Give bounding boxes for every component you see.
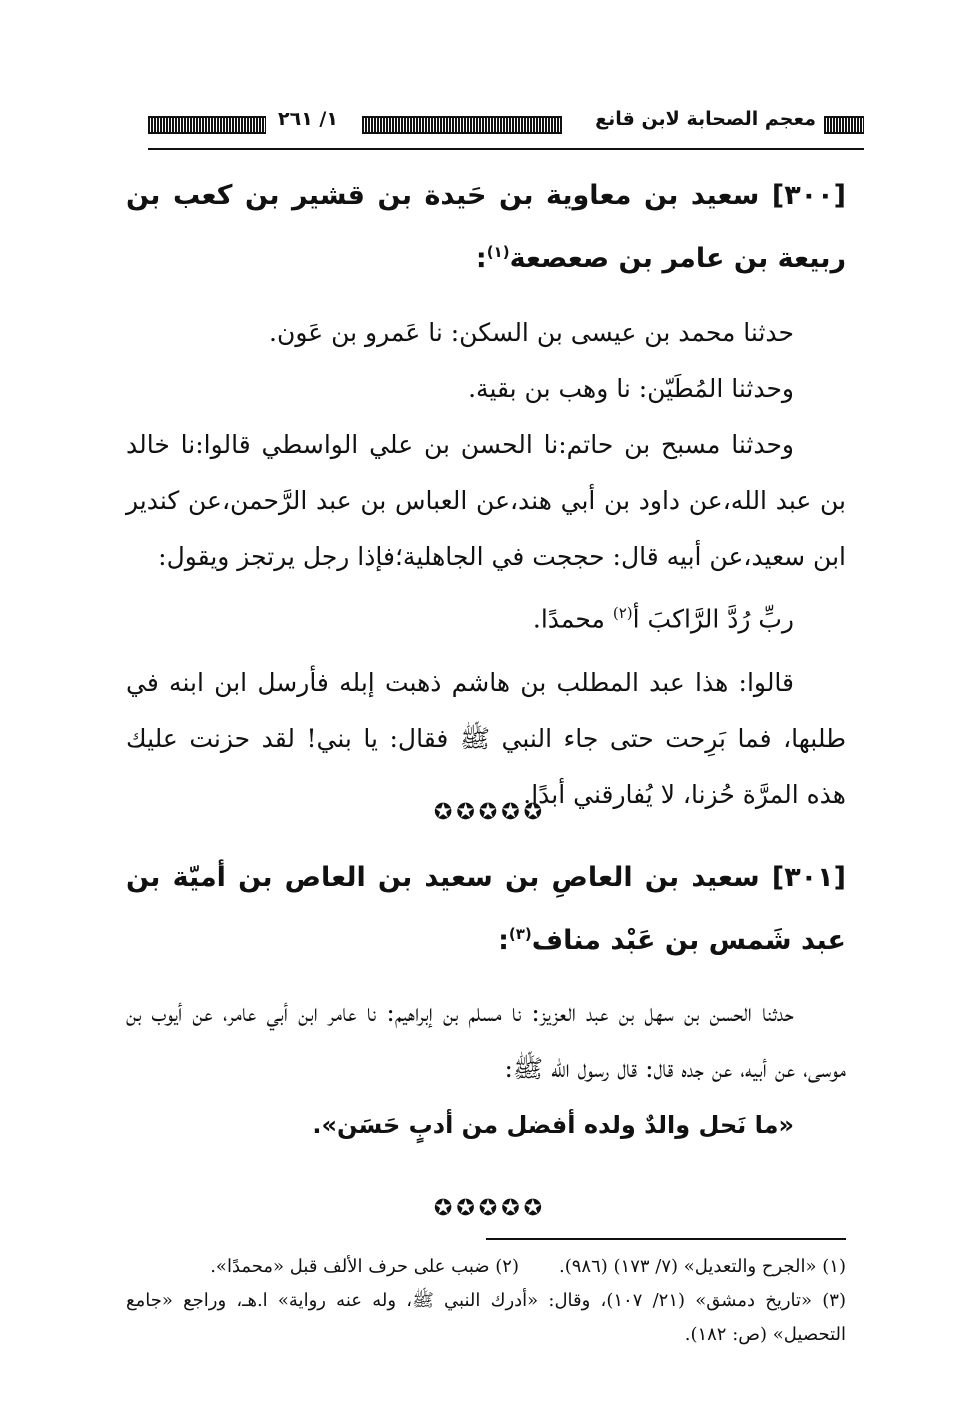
footnote-3: (٣) «تاريخ دمشق» (٢١/ ١٠٧)، وقال: «أدرك النبي ﷺ، وله عنه رواية» ا.هـ، وراجع «جامع التحصيل» (ص: ١٨٢).	[126, 1290, 846, 1345]
footnote-ref-1: (١)	[486, 243, 510, 261]
hadith-text: «ما نَحل والدٌ ولده أفضل من أدبٍ حَسَن».	[312, 1111, 794, 1139]
footnote-1-2-line	[126, 1250, 846, 1284]
header-ornament-right	[824, 116, 864, 134]
footnote-ref-2: (٢)	[612, 604, 633, 622]
header-ornament-left	[148, 116, 266, 134]
entry-300-heading-colon: :	[475, 243, 487, 274]
verse-text: ربِّ رُدَّ الرَّاكبَ أ	[632, 604, 794, 634]
footnote-rule	[486, 1238, 846, 1240]
running-header	[148, 108, 864, 142]
section-separator-2: ✪✪✪✪✪	[433, 1196, 547, 1221]
verse-text-end: محمدًا.	[532, 604, 613, 634]
header-ornament-middle	[362, 116, 562, 134]
footnotes	[126, 1250, 846, 1352]
header-book-title: معجم الصحابة لابن قانع	[589, 108, 822, 130]
entry-300	[126, 168, 846, 823]
section-separator-1: ✪✪✪✪✪	[433, 800, 547, 825]
entry-301-heading	[126, 850, 846, 969]
entry-301-heading-text: [٣٠١] سعيد بن العاصِ بن سعيد بن العاص بن أميّة بن عبد شَمس بن عَبْد مناف	[126, 862, 846, 956]
header-rule	[148, 148, 864, 150]
footnote-2: (٢) ضبب على حرف الألف قبل «محمدًا».	[210, 1256, 519, 1277]
footnote-ref-3: (٣)	[508, 925, 532, 943]
verse-line	[126, 585, 846, 647]
entry-301-heading-colon: :	[498, 925, 509, 956]
header-page-ref: ١/ ٢٦١	[272, 108, 344, 130]
isnad-line-2: وحدثنا المُطَيّن: نا وهب بن بقية.	[468, 374, 794, 403]
footnote-1: (١) «الجرح والتعديل» (٧/ ١٧٣) (٩٨٦).	[558, 1256, 846, 1277]
entry-300-heading	[126, 168, 846, 287]
isnad-line-3: وحدثنا مسبح بن حاتم:نا الحسن بن علي الواسطي قالوا:نا خالد بن عبد الله،عن داود بن أبي هند،عن العباس بن عبد الرَّحمن،عن كندير ابن سعيد،عن أبيه قال: حججت في الجاهلية؛فإذا رجل يرتجز ويقول:	[126, 430, 846, 571]
entry-300-closing: قالوا: هذا عبد المطلب بن هاشم ذهبت إبله فأرسل ابن ابنه في طلبها، فما بَرِحت حتى جاء النبي ﷺ فقال: يا بني! لقد حزنت عليك هذه المرَّة حُزنا، لا يُفارقني أبدًا.	[126, 668, 846, 810]
entry-301	[126, 850, 846, 1153]
entry-300-heading-text: [٣٠٠] سعيد بن معاوية بن حَيدة بن قشير بن كعب بن ربيعة بن عامر بن صعصعة	[126, 180, 846, 274]
entry-301-isnad: حدثنا الحسن بن سهل بن عبد العزيز: نا مسلم بن إبراهيم: نا عامر ابن أبي عامر، عن أيوب بن موسى، عن أبيه، عن جده قال: قال رسول الله ﷺ:	[126, 998, 846, 1083]
isnad-line-1: حدثنا محمد بن عيسى بن السكن: نا عَمرو بن عَون.	[269, 318, 794, 347]
